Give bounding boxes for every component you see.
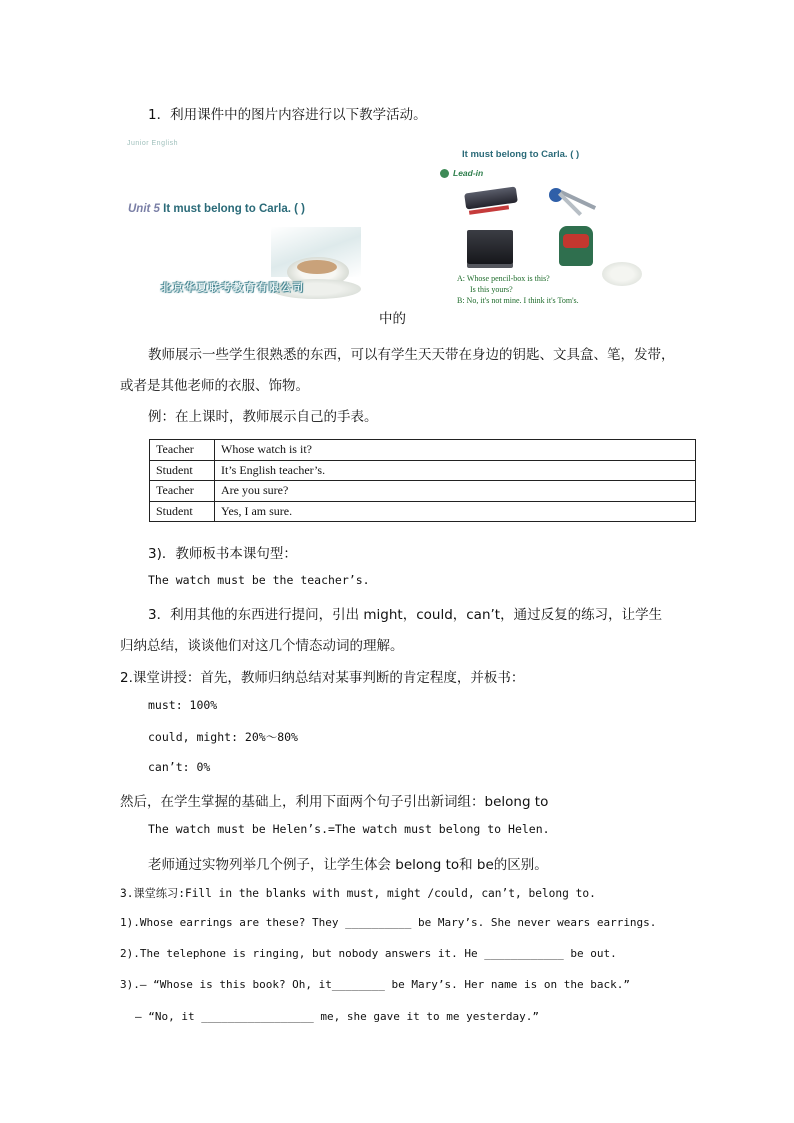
section2-heading: 2.课堂讲授：首先，教师归纳总结对某事判断的肯定程度，并板书： [120, 670, 525, 686]
dialog-line-a2: Is this yours? [470, 285, 513, 294]
line-cell: Are you sure? [215, 481, 696, 502]
tea-icon [297, 260, 337, 274]
board-writing-heading: 3)．教师板书本课句型： [148, 546, 297, 562]
role-cell: Student [150, 460, 215, 481]
item3-line-2: 归纳总结，谈谈他们对这几个情态动词的理解。 [120, 638, 404, 654]
lead-in-icon [440, 169, 449, 178]
slide-image-lead-in [437, 142, 643, 320]
dialogue-table [149, 439, 696, 522]
belong-to-example: The watch must be Helen’s.=The watch must belong to Helen. [148, 822, 550, 836]
dialog-line-b: B: No, it's not mine. I think it's Tom's. [457, 296, 579, 305]
exercise-1: 1).Whose earrings are these? They __________ be Mary’s. She never wears earrings. [120, 916, 657, 929]
line-cell: Yes, I am sure. [215, 501, 696, 522]
table-row [150, 440, 696, 461]
role-cell: Teacher [150, 440, 215, 461]
pencil-box-icon [464, 186, 518, 209]
line-cell: Whose watch is it? [215, 440, 696, 461]
table-row [150, 481, 696, 502]
board-sentence: The watch must be the teacher’s. [148, 573, 370, 587]
then-line: 然后，在学生掌握的基础上，利用下面两个句子引出新词组：belong to [120, 794, 549, 810]
could-might-degree: could, might: 20%～80% [148, 730, 298, 744]
exercise-3: 3).— “Whose is this book? Oh, it________ be Mary’s. Her name is on the back.” [120, 978, 630, 991]
books-icon [467, 230, 513, 264]
cant-degree: can’t: 0% [148, 760, 211, 774]
slide-image-unit-title [121, 132, 361, 318]
role-cell: Student [150, 501, 215, 522]
table-row [150, 460, 696, 481]
image-caption: 中的 [379, 311, 406, 327]
dialog-line-a1: A: Whose pencil-box is this? [457, 274, 550, 283]
paragraph-line-2: 或者是其他老师的衣服、饰物。 [120, 378, 309, 394]
backpack-pocket-icon [563, 234, 589, 248]
slide-brand: Junior English [127, 140, 178, 147]
teacup-icon-2 [602, 262, 642, 286]
company-name: 北京华夏联考教育有限公司 [161, 283, 305, 294]
unit-title-text: It must belong to Carla. ( ) [163, 203, 305, 215]
line-cell: It’s English teacher’s. [215, 460, 696, 481]
slide-unit-title [128, 203, 305, 215]
paragraph-line-1: 教师展示一些学生很熟悉的东西，可以有学生天天带在身边的钥匙、文具盒、笔，发带， [148, 347, 675, 363]
table-row [150, 501, 696, 522]
exercise-3-reply: — “No, it _________________ me, she gave it to me yesterday.” [135, 1010, 539, 1023]
section3-heading: 3.课堂练习:Fill in the blanks with must, might /could, can’t, belong to. [120, 887, 596, 900]
must-degree: must: 100% [148, 698, 218, 712]
activity-heading: 1．利用课件中的图片内容进行以下教学活动。 [148, 107, 427, 123]
exercise-2: 2).The telephone is ringing, but nobody answers it. He ____________ be out. [120, 947, 617, 960]
teacher-examples-line: 老师通过实物列举几个例子，让学生体会 belong to和 be的区别。 [148, 857, 548, 873]
slide2-title: It must belong to Carla. ( ) [462, 149, 580, 160]
example-line: 例：在上课时，教师展示自己的手表。 [148, 409, 378, 425]
role-cell: Teacher [150, 481, 215, 502]
unit-label: Unit 5 [128, 203, 160, 215]
item3-line-1: 3．利用其他的东西进行提问，引出 might，could，can’t，通过反复的练习，让学生 [148, 607, 663, 623]
lead-in-label: Lead-in [453, 168, 484, 178]
